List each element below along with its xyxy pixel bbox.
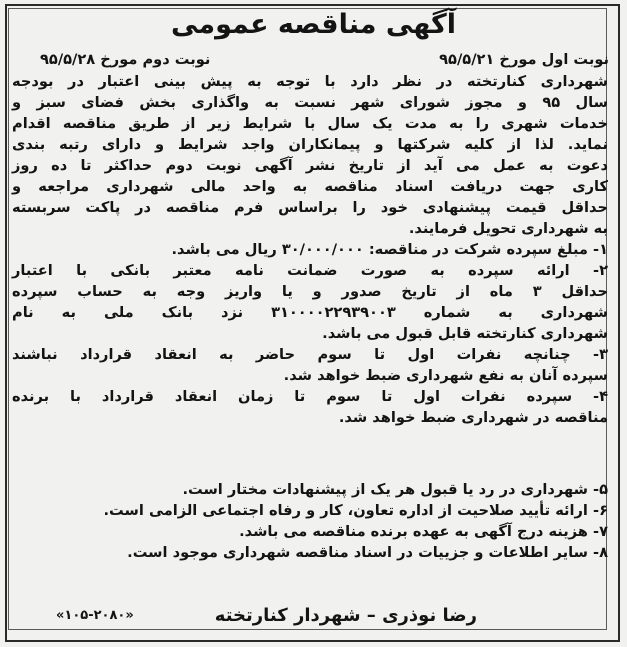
body-line: نماید. لذا از کلیه شرکتها و پیمانکاران واجد شرایط و دارای رتبه بندی (12, 136, 608, 153)
condition-line: ۴- سپرده نفرات اول تا سوم تا زمان انعقاد قرارداد با برنده (12, 388, 608, 405)
body-line: دعوت به عمل می آید از تاریخ نشر آگهی نوبت دوم حداکثر تا ده روز (12, 157, 608, 174)
condition-line: ۸- سایر اطلاعات و جزییات در اسناد مناقصه شهرداری موجود است. (127, 544, 608, 561)
signature-row (0, 603, 627, 629)
body-line: کاری جهت دریافت اسناد مناقصه به واحد مالی شهرداری مراجعه و (12, 178, 608, 195)
condition-line: حداقل ۳ ماه از تاریخ صدور و یا واریز وجه به حساب سپرده (12, 283, 608, 300)
body-line: خدمات شهری را به مدت یک سال با شرایط زیر از طریق مناقصه اقدام (12, 115, 608, 132)
condition-line: ۲- ارائه سپرده به صورت ضمانت نامه معتبر بانکی با اعتبار (12, 262, 608, 279)
mayor-signature: رضا نوذری – شهردار کنارتخته (214, 605, 477, 626)
condition-line: شهرداری کنارتخته قابل قبول می باشد. (322, 325, 608, 342)
body-line: سال ۹۵ و مجوز شورای شهر نسبت به واگذاری بخش فضای سبز و (12, 94, 609, 111)
second-publication-date: نوبت دوم مورخ ۹۵/۵/۲۸ (40, 51, 211, 68)
condition-line: ۷- هزینه درج آگهی به عهده برنده مناقصه می باشد. (239, 523, 608, 540)
condition-line: ۶- ارائه تأیید صلاحیت از اداره تعاون، کار و رفاه اجتماعی الزامی است. (103, 502, 608, 519)
condition-line: ۵- شهرداری در رد یا قبول هر یک از پیشنهادات مختار است. (182, 481, 608, 498)
first-publication-date: نوبت اول مورخ ۹۵/۵/۲۱ (439, 51, 609, 68)
ad-title: آگهی مناقصه عمومی (171, 9, 456, 40)
body-line: حداقل قیمت پیشنهادی خود را براساس فرم مناقصه در پاکت سربسته (12, 199, 608, 216)
condition-line: ۳- چنانچه نفرات اول تا سوم حاضر به انعقاد قرارداد نباشند (12, 346, 608, 363)
condition-line: ۱- مبلغ سپرده شرکت در مناقصه: ۳۰/۰۰۰/۰۰۰ ریال می باشد. (171, 241, 608, 258)
condition-line: سپرده آنان به نفع شهرداری ضبط خواهد شد. (283, 367, 608, 384)
ad-code: «۱۰۵-۲۰۸۰» (56, 608, 134, 623)
body-line: شهرداری کنارتخته در نظر دارد با توجه به پیش بینی اعتبار در بودجه (12, 73, 608, 90)
condition-line: شهرداری به شماره ۳۱۰۰۰۰۲۲۹۳۹۰۰۳ نزد بانک ملی به نام (12, 304, 608, 321)
body-line: به شهرداری تحویل فرمایند. (408, 220, 608, 237)
condition-line: مناقصه در شهرداری ضبط خواهد شد. (338, 409, 608, 426)
